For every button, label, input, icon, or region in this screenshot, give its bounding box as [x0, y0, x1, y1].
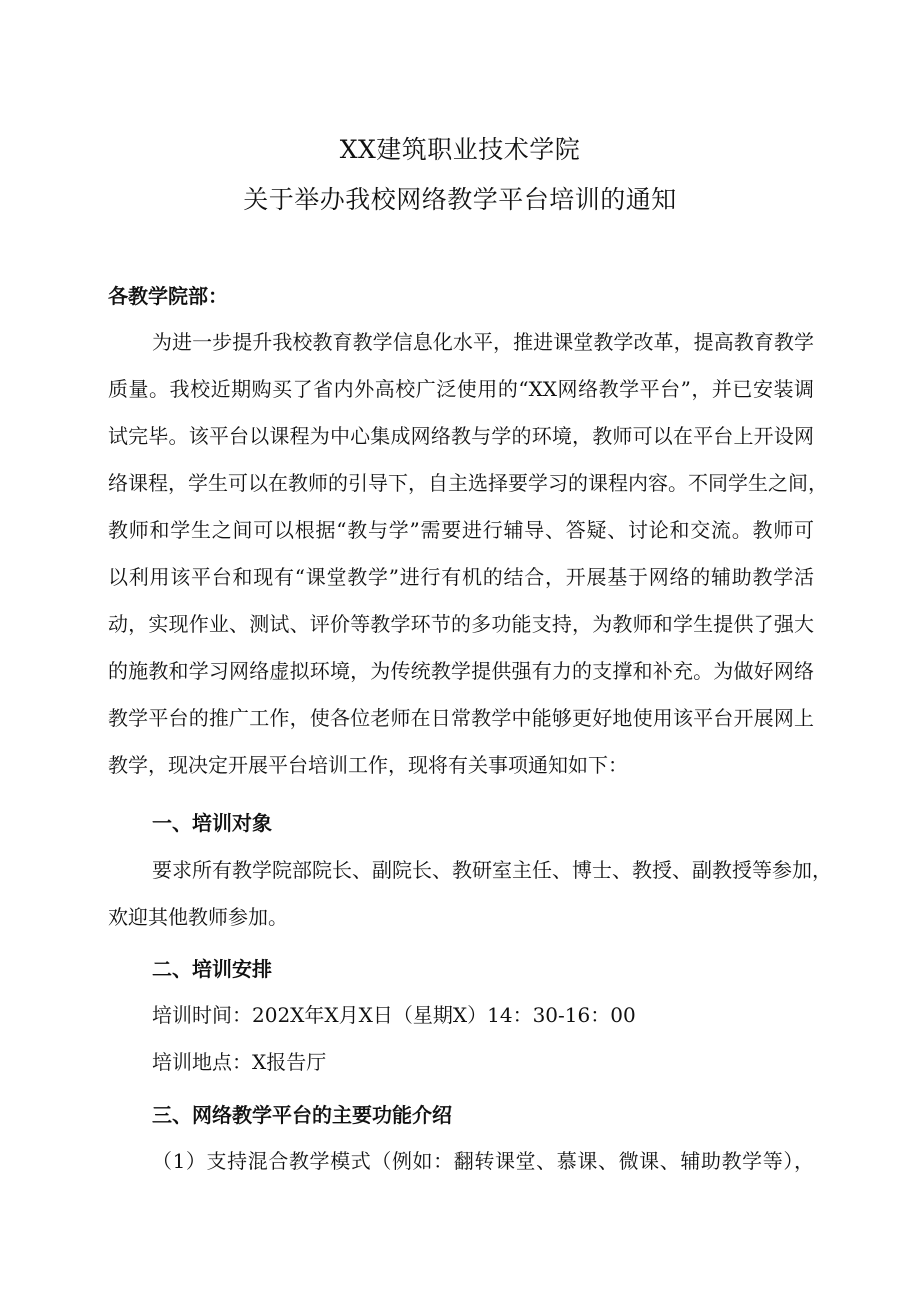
- intro-line: 动，实现作业、测试、评价等教学环节的多功能支持，为教师和学生提供了强大: [108, 612, 814, 636]
- intro-line: 教师和学生之间可以根据“教与学”需要进行辅导、答疑、讨论和交流。教师可: [108, 518, 814, 542]
- training-place: 培训地点：X报告厅: [152, 1050, 327, 1074]
- document-title-line1: XX建筑职业技术学院: [339, 135, 581, 164]
- section3-item: （1）支持混合教学模式（例如：翻转课堂、慕课、微课、辅助教学等），: [152, 1149, 814, 1173]
- intro-line: 试完毕。该平台以课程为中心集成网络教与学的环境，教师可以在平台上开设网: [108, 424, 814, 448]
- section2-heading: 二、培训安排: [152, 957, 272, 981]
- intro-line: 教学平台的推广工作，使各位老师在日常教学中能够更好地使用该平台开展网上: [108, 706, 814, 730]
- training-time: 培训时间：202X年X月X日（星期X）14：30-16：00: [152, 1003, 636, 1027]
- section3-heading: 三、网络教学平台的主要功能介绍: [152, 1103, 452, 1127]
- intro-line: 以利用该平台和现有“课堂教学”进行有机的结合，开展基于网络的辅助教学活: [108, 565, 814, 589]
- salutation: 各教学院部：: [108, 284, 228, 308]
- intro-line: 质量。我校近期购买了省内外高校广泛使用的“XX网络教学平台”，并已安装调: [108, 377, 814, 401]
- intro-line: 的施教和学习网络虚拟环境，为传统教学提供强有力的支撑和补充。为做好网络: [108, 659, 814, 683]
- intro-line: 络课程，学生可以在教师的引导下，自主选择要学习的课程内容。不同学生之间，: [108, 471, 828, 495]
- intro-line: 教学，现决定开展平台培训工作，现将有关事项通知如下：: [108, 753, 628, 777]
- section1-heading: 一、培训对象: [152, 811, 272, 835]
- intro-line: 为进一步提升我校教育教学信息化水平，推进课堂教学改革，提高教育教学: [152, 330, 814, 354]
- section1-line: 要求所有教学院部院长、副院长、教研室主任、博士、教授、副教授等参加，: [152, 858, 832, 882]
- document-title-line2: 关于举办我校网络教学平台培训的通知: [243, 185, 677, 214]
- section1-line: 欢迎其他教师参加。: [108, 905, 288, 929]
